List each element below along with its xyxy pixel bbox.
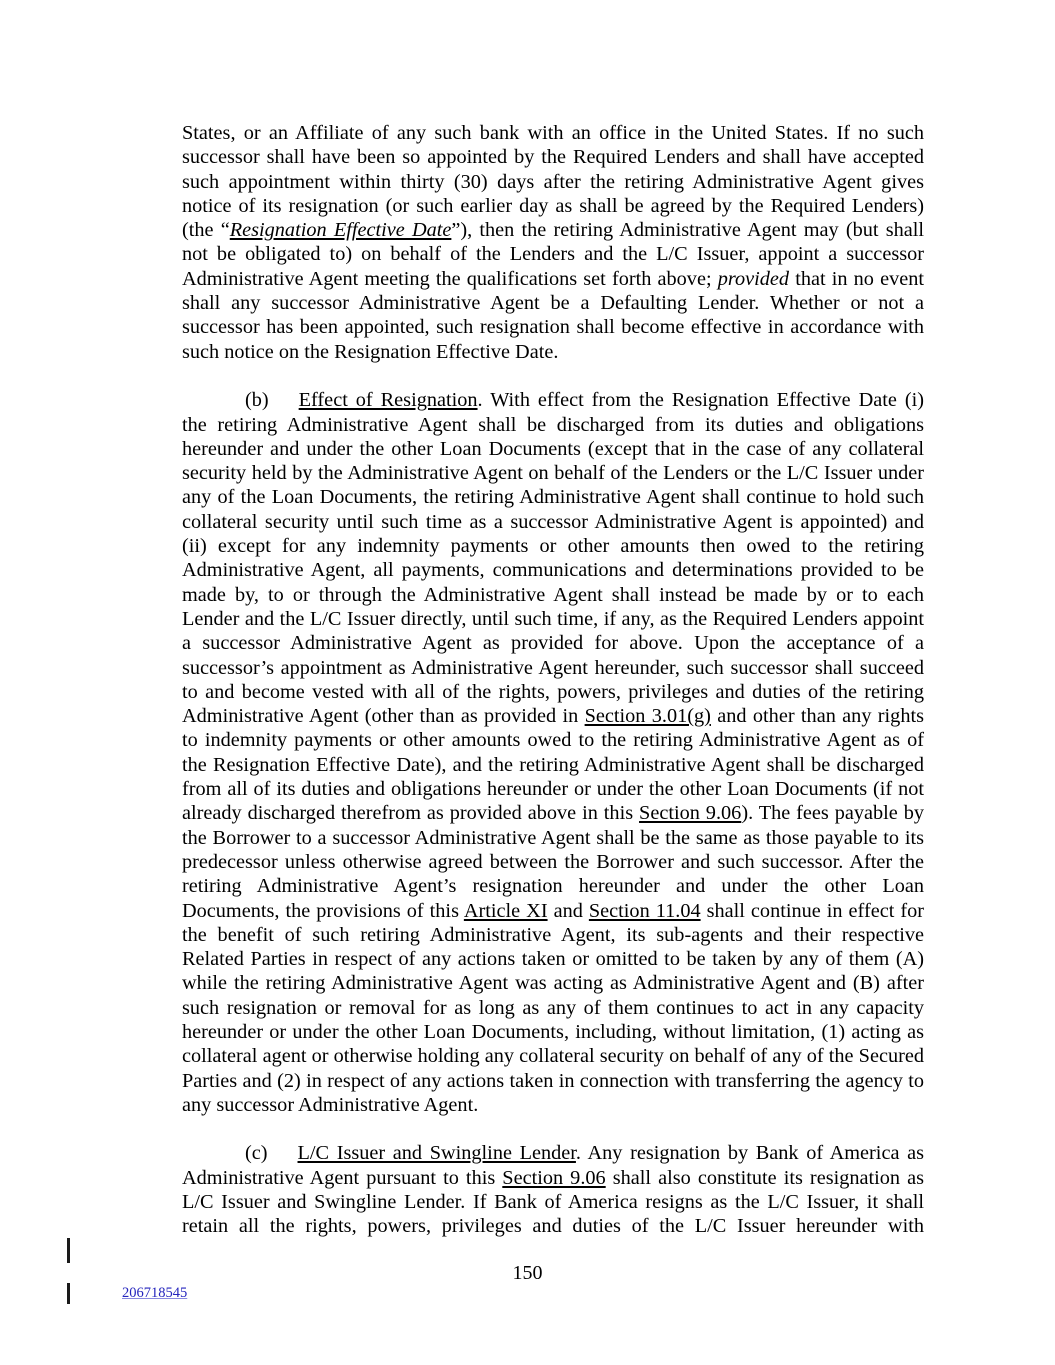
text-run: States, or an Affiliate of any such bank with an office in the United States. If no such successor shall have been so appointed by the Required Lenders and shall have accepted such appointment within thirty (30) days after the retiring Administrative Agent gives notice of its resignation (or such earlier day as shall be agreed by the Required Lenders) (the “	[182, 122, 924, 242]
defined-term-resignation-effective-date: Resignation Effective Date	[229, 219, 452, 242]
cross-reference-section-3-01-g: Section 3.01(g)	[584, 705, 711, 728]
cross-reference-section-11-04: Section 11.04	[588, 899, 701, 922]
cross-reference-section-9-06: Section 9.06	[502, 1166, 606, 1189]
text-run: and other than any rights to indemnity payments or other amounts owed to the retiring Administrative Agent as of the Resignation Effective Date), and the retiring Administrative Agent shall be discharged from all of its duties and obligations hereunder or under the other Loan Documents (if not already discharged therefrom as provided above in this	[182, 705, 924, 825]
text-run: shall also constitute its resignation as L/C Issuer and Swingline Lender. If Bank of America resigns as the L/C Issuer, it shall retain all the rights, powers, privileges and duties of the L/C Issuer hereunder with	[182, 1166, 924, 1238]
doc-id-link[interactable]: 206718545	[122, 1285, 188, 1301]
text-run: ). The fees payable by the Borrower to a successor Administrative Agent shall be the same as those payable to its predecessor unless otherwise agreed between the Borrower and such successor. After the retiring Administrative Agent’s resignation hereunder and under the other Loan Documents, the provisions of this	[182, 802, 925, 922]
text-run: . With effect from the Resignation Effective Date (i) the retiring Administrative Agent shall be discharged from its duties and obligations hereunder and under the other Loan Documents (except that in the case of any collateral security held by the Administrative Agent on behalf of the Lenders or the L/C Issuer under any of the Loan Documents, the retiring Administrative Agent shall continue to hold such collateral security until such time as a successor Administrative Agent is appointed) and (ii) except for any indemnity payments or other amounts then owed to the retiring Administrative Agent, all payments, communications and determinations provided to be made by, to or through the Administrative Agent shall instead be made by or to each Lender and the L/C Issuer directly, until such time, if any, as the Required Lenders appoint a successor Administrative Agent as provided for above. Upon the acceptance of a successor’s appointment as Administrative Agent hereunder, such successor shall succeed to and become vested with all of the rights, powers, privileges and duties of the retiring Administrative Agent (other than as provided in	[182, 389, 924, 728]
document-body	[182, 121, 924, 1263]
paragraph-resignation-continuation	[182, 121, 924, 364]
text-run: shall continue in effect for the benefit of such retiring Administrative Agent, its sub-agents and their respective Related Parties in respect of any actions taken or omitted to be taken by any of them (A) while the retiring Administrative Agent was acting as Administrative Agent and (B) after such resignation or removal for as long as any of them continues to act in any capacity hereunder or under the other Loan Documents, including, without limitation, (1) acting as collateral agent or otherwise holding any collateral security on behalf of any of the Secured Parties and (2) in respect of any actions taken in connection with transferring the agency to any successor Administrative Agent.	[182, 899, 924, 1116]
clause-letter-c: (c)	[245, 1142, 268, 1165]
text-run: and	[547, 899, 589, 922]
cross-reference-section-9-06: Section 9.06	[639, 802, 742, 825]
text-run: that in no event shall any successor Administrative Agent be a Defaulting Lender. Whether or not a successor has been appointed, such resignation shall become effective in accordance with such notice on the Resignation Effective Date.	[182, 267, 924, 363]
text-run: . Any resignation by Bank of America as Administrative Agent pursuant to this	[182, 1142, 924, 1189]
text-run: ”), then the retiring Administrative Agent may (but shall not be obligated to) on behalf of the Lenders and the L/C Issuer, appoint a successor Administrative Agent meeting the qualifications set forth above;	[182, 219, 925, 290]
clause-heading-lc-issuer-and-swingline-lender: L/C Issuer and Swingline Lender	[297, 1142, 576, 1165]
paragraph-c-lc-issuer-and-swingline-lender	[182, 1141, 924, 1238]
paragraph-b-effect-of-resignation	[182, 388, 924, 1117]
change-bar	[67, 1238, 70, 1263]
cross-reference-article-xi: Article XI	[463, 899, 548, 922]
text-run: provided	[717, 267, 790, 290]
change-bar	[67, 1283, 70, 1304]
clause-heading-effect-of-resignation: Effect of Resignation	[298, 389, 478, 412]
clause-letter-b: (b)	[245, 389, 269, 412]
page-number: 150	[512, 1262, 543, 1284]
